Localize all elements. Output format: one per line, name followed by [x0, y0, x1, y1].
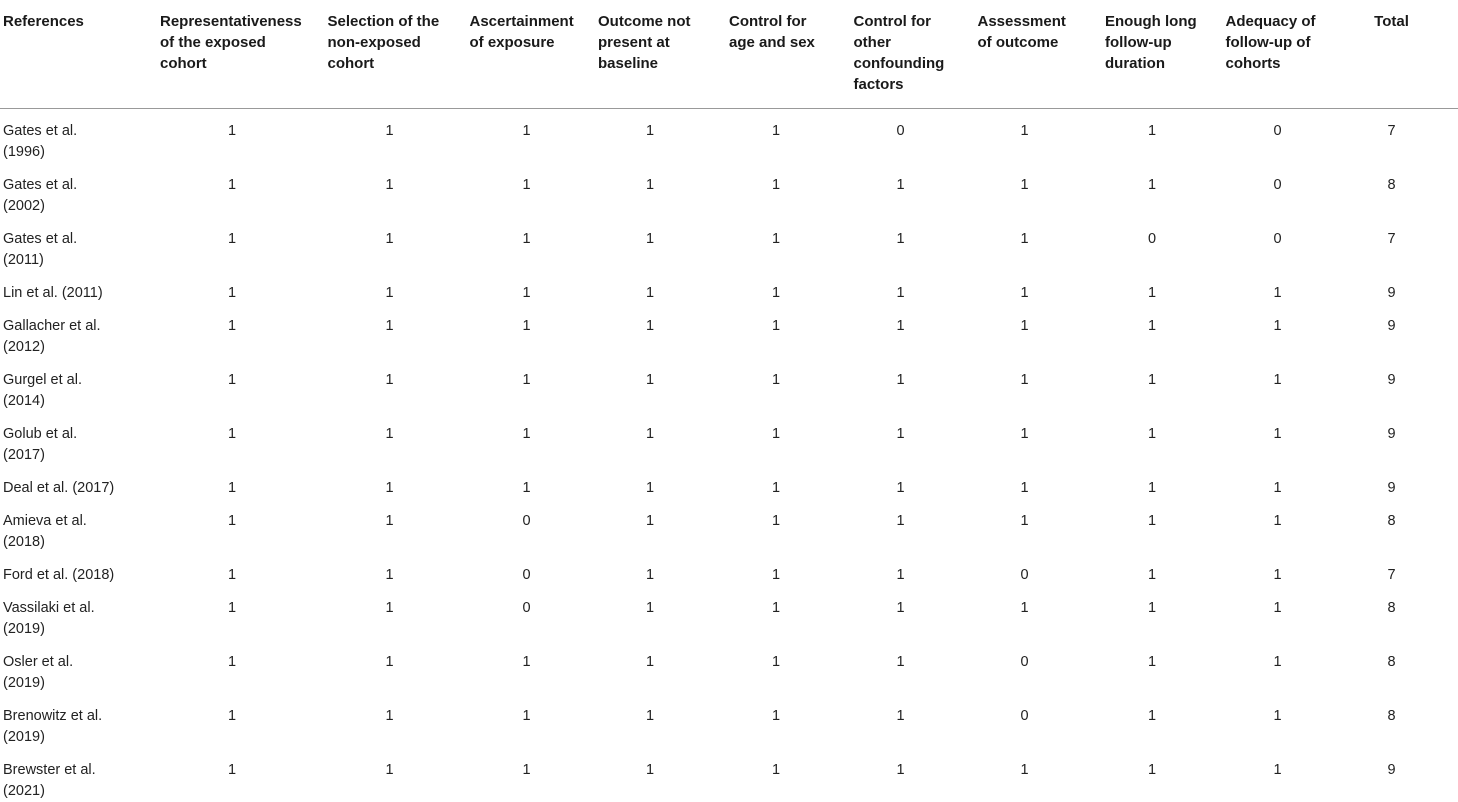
score-cell: 0	[1273, 230, 1282, 247]
score-cell: 0	[1273, 122, 1282, 139]
score-cell: 1	[1273, 599, 1282, 616]
score-cell: 9	[1387, 761, 1396, 778]
score-cell: 1	[771, 479, 781, 496]
score-cell: 1	[522, 122, 531, 139]
reference-cell: Osler et al. (2019)	[3, 653, 74, 691]
score-cell: 1	[1147, 176, 1157, 193]
reference-cell: Gates et al. (2002)	[3, 176, 78, 214]
score-cell: 1	[385, 230, 394, 247]
score-cell: 1	[1273, 761, 1282, 778]
column-header	[708, 0, 844, 108]
score-cell: 1	[896, 512, 905, 529]
table-row	[0, 499, 1458, 553]
score-cell: 1	[1147, 284, 1157, 301]
score-cell: 1	[771, 317, 781, 334]
column-header	[1343, 0, 1458, 108]
score-cell: 1	[227, 512, 237, 529]
score-cell: 1	[1273, 512, 1282, 529]
score-cell: 1	[1147, 479, 1157, 496]
score-cell: 0	[1273, 176, 1282, 193]
score-cell: 1	[1020, 512, 1029, 529]
score-cell: 1	[1147, 761, 1157, 778]
reference-cell: Gates et al. (1996)	[3, 122, 78, 160]
score-cell: 1	[896, 566, 905, 583]
score-cell: 1	[645, 371, 655, 388]
score-cell: 1	[1147, 371, 1157, 388]
score-cell: 1	[227, 653, 237, 670]
score-cell: 1	[645, 479, 655, 496]
score-cell: 9	[1387, 317, 1396, 334]
score-cell: 1	[1020, 761, 1029, 778]
score-cell: 1	[385, 176, 394, 193]
table-row	[0, 412, 1458, 466]
score-cell: 1	[645, 707, 655, 724]
score-cell: 9	[1387, 371, 1396, 388]
reference-cell: Brewster et al. (2021)	[3, 761, 96, 799]
score-cell: 1	[522, 425, 531, 442]
score-cell: 1	[645, 284, 655, 301]
score-cell: 1	[1020, 425, 1029, 442]
score-cell: 1	[522, 761, 531, 778]
table-row	[0, 694, 1458, 748]
score-cell: 1	[771, 566, 781, 583]
score-cell: 1	[522, 479, 531, 496]
table-row	[0, 217, 1458, 271]
header-row	[0, 0, 1458, 108]
score-cell: 8	[1387, 599, 1396, 616]
score-cell: 1	[645, 599, 655, 616]
reference-cell: Gallacher et al. (2012)	[3, 317, 101, 355]
score-cell: 1	[896, 230, 905, 247]
score-cell: 1	[385, 479, 394, 496]
score-cell: 1	[1020, 317, 1029, 334]
score-cell: 1	[227, 707, 237, 724]
score-cell: 1	[385, 512, 394, 529]
score-cell: 1	[385, 707, 394, 724]
score-cell: 1	[771, 230, 781, 247]
score-cell: 9	[1387, 479, 1396, 496]
column-header-label: Ascertainment of exposure	[469, 13, 574, 51]
score-cell: 1	[771, 707, 781, 724]
column-header	[844, 0, 957, 108]
score-cell: 1	[645, 512, 655, 529]
score-cell: 1	[522, 176, 531, 193]
table-row	[0, 640, 1458, 694]
score-cell: 1	[227, 761, 237, 778]
table-row	[0, 748, 1458, 802]
score-cell: 1	[385, 284, 394, 301]
score-cell: 1	[1147, 425, 1157, 442]
column-header	[146, 0, 318, 108]
score-cell: 1	[771, 425, 781, 442]
score-cell: 1	[385, 566, 394, 583]
score-cell: 1	[1020, 599, 1029, 616]
column-header-label: Representativeness of the exposed cohort	[160, 13, 302, 72]
column-header	[1212, 0, 1343, 108]
score-cell: 1	[385, 599, 394, 616]
score-cell: 1	[771, 599, 781, 616]
score-cell: 1	[385, 653, 394, 670]
score-cell: 1	[645, 230, 655, 247]
score-cell: 9	[1387, 284, 1396, 301]
score-cell: 1	[896, 479, 905, 496]
score-cell: 1	[771, 512, 781, 529]
score-cell: 1	[1147, 599, 1157, 616]
reference-cell: Gates et al. (2011)	[3, 230, 78, 268]
score-cell: 9	[1387, 425, 1396, 442]
score-cell: 1	[385, 122, 394, 139]
table-row	[0, 163, 1458, 217]
score-cell: 1	[522, 317, 531, 334]
score-cell: 1	[645, 425, 655, 442]
score-cell: 1	[227, 371, 237, 388]
score-cell: 1	[645, 761, 655, 778]
score-cell: 1	[522, 653, 531, 670]
score-cell: 8	[1387, 176, 1396, 193]
column-header-label: Control for other confounding factors	[853, 13, 945, 93]
score-cell: 1	[227, 425, 237, 442]
score-cell: 0	[896, 122, 905, 139]
score-cell: 1	[1020, 284, 1029, 301]
score-cell: 1	[1147, 707, 1157, 724]
score-cell: 1	[1273, 425, 1282, 442]
score-cell: 1	[1020, 176, 1029, 193]
column-header	[957, 0, 1092, 108]
reference-cell: Deal et al. (2017)	[3, 479, 115, 496]
score-cell: 1	[771, 371, 781, 388]
table-row	[0, 108, 1458, 163]
table-row	[0, 358, 1458, 412]
score-cell: 1	[385, 317, 394, 334]
score-cell: 1	[1020, 371, 1029, 388]
reference-cell: Golub et al. (2017)	[3, 425, 78, 463]
score-cell: 0	[1147, 230, 1157, 247]
score-cell: 1	[1273, 371, 1282, 388]
score-cell: 1	[645, 176, 655, 193]
score-cell: 1	[1273, 566, 1282, 583]
table-row	[0, 466, 1458, 499]
column-header-label: Selection of the non-exposed cohort	[327, 13, 440, 72]
column-header-label: Control for age and sex	[729, 13, 815, 51]
score-cell: 1	[385, 425, 394, 442]
score-cell: 1	[1020, 230, 1029, 247]
score-cell: 1	[896, 284, 905, 301]
score-cell: 1	[1147, 566, 1157, 583]
score-cell: 7	[1387, 230, 1396, 247]
score-cell: 1	[522, 707, 531, 724]
score-cell: 1	[227, 284, 237, 301]
column-header	[318, 0, 461, 108]
score-cell: 0	[1020, 707, 1029, 724]
score-cell: 1	[771, 284, 781, 301]
score-cell: 1	[1020, 479, 1029, 496]
reference-cell: Ford et al. (2018)	[3, 566, 115, 583]
score-cell: 1	[1147, 653, 1157, 670]
reference-cell: Gurgel et al. (2014)	[3, 371, 82, 409]
score-cell: 1	[227, 317, 237, 334]
score-cell: 1	[522, 371, 531, 388]
score-cell: 8	[1387, 707, 1396, 724]
score-cell: 0	[522, 599, 531, 616]
score-cell: 0	[522, 512, 531, 529]
score-cell: 1	[771, 176, 781, 193]
score-cell: 8	[1387, 512, 1396, 529]
score-cell: 7	[1387, 122, 1396, 139]
score-cell: 1	[385, 761, 394, 778]
column-header	[461, 0, 592, 108]
score-cell: 1	[1147, 512, 1157, 529]
score-cell: 1	[896, 599, 905, 616]
column-header-label: Total	[1374, 13, 1409, 30]
score-cell: 1	[385, 371, 394, 388]
column-header-label: Outcome not present at baseline	[598, 13, 691, 72]
score-cell: 1	[896, 425, 905, 442]
score-cell: 8	[1387, 653, 1396, 670]
score-cell: 1	[896, 707, 905, 724]
score-cell: 1	[771, 122, 781, 139]
column-header-label: References	[3, 13, 84, 30]
score-cell: 1	[1020, 122, 1029, 139]
score-cell: 1	[522, 284, 531, 301]
table-row	[0, 553, 1458, 586]
table-row	[0, 586, 1458, 640]
column-header	[592, 0, 708, 108]
score-cell: 1	[896, 653, 905, 670]
column-header	[1092, 0, 1212, 108]
score-cell: 1	[645, 653, 655, 670]
reference-cell: Lin et al. (2011)	[3, 284, 103, 301]
score-cell: 1	[522, 230, 531, 247]
score-cell: 1	[896, 317, 905, 334]
score-cell: 1	[1273, 317, 1282, 334]
column-header-label: Adequacy of follow-up of cohorts	[1225, 13, 1316, 72]
table-row	[0, 304, 1458, 358]
score-cell: 1	[645, 122, 655, 139]
table-row	[0, 271, 1458, 304]
score-cell: 1	[896, 761, 905, 778]
score-cell: 1	[227, 122, 237, 139]
score-cell: 1	[771, 653, 781, 670]
score-cell: 1	[896, 176, 905, 193]
score-cell: 1	[227, 479, 237, 496]
score-cell: 1	[1273, 479, 1282, 496]
score-cell: 0	[1020, 566, 1029, 583]
score-cell: 1	[227, 566, 237, 583]
score-cell: 1	[1273, 653, 1282, 670]
score-cell: 1	[896, 371, 905, 388]
score-cell: 0	[522, 566, 531, 583]
score-cell: 1	[227, 599, 237, 616]
score-cell: 1	[1273, 707, 1282, 724]
score-cell: 0	[1020, 653, 1029, 670]
score-cell: 1	[1147, 317, 1157, 334]
column-header	[0, 0, 146, 108]
column-header-label: Assessment of outcome	[977, 13, 1066, 51]
score-cell: 1	[1147, 122, 1157, 139]
column-header-label: Enough long follow-up duration	[1105, 13, 1197, 72]
reference-cell: Amieva et al. (2018)	[3, 512, 87, 550]
score-cell: 1	[227, 176, 237, 193]
score-cell: 1	[771, 761, 781, 778]
score-cell: 1	[227, 230, 237, 247]
reference-cell: Vassilaki et al. (2019)	[3, 599, 95, 637]
reference-cell: Brenowitz et al. (2019)	[3, 707, 103, 745]
score-cell: 1	[1273, 284, 1282, 301]
score-cell: 7	[1387, 566, 1396, 583]
score-cell: 1	[645, 566, 655, 583]
score-cell: 1	[645, 317, 655, 334]
